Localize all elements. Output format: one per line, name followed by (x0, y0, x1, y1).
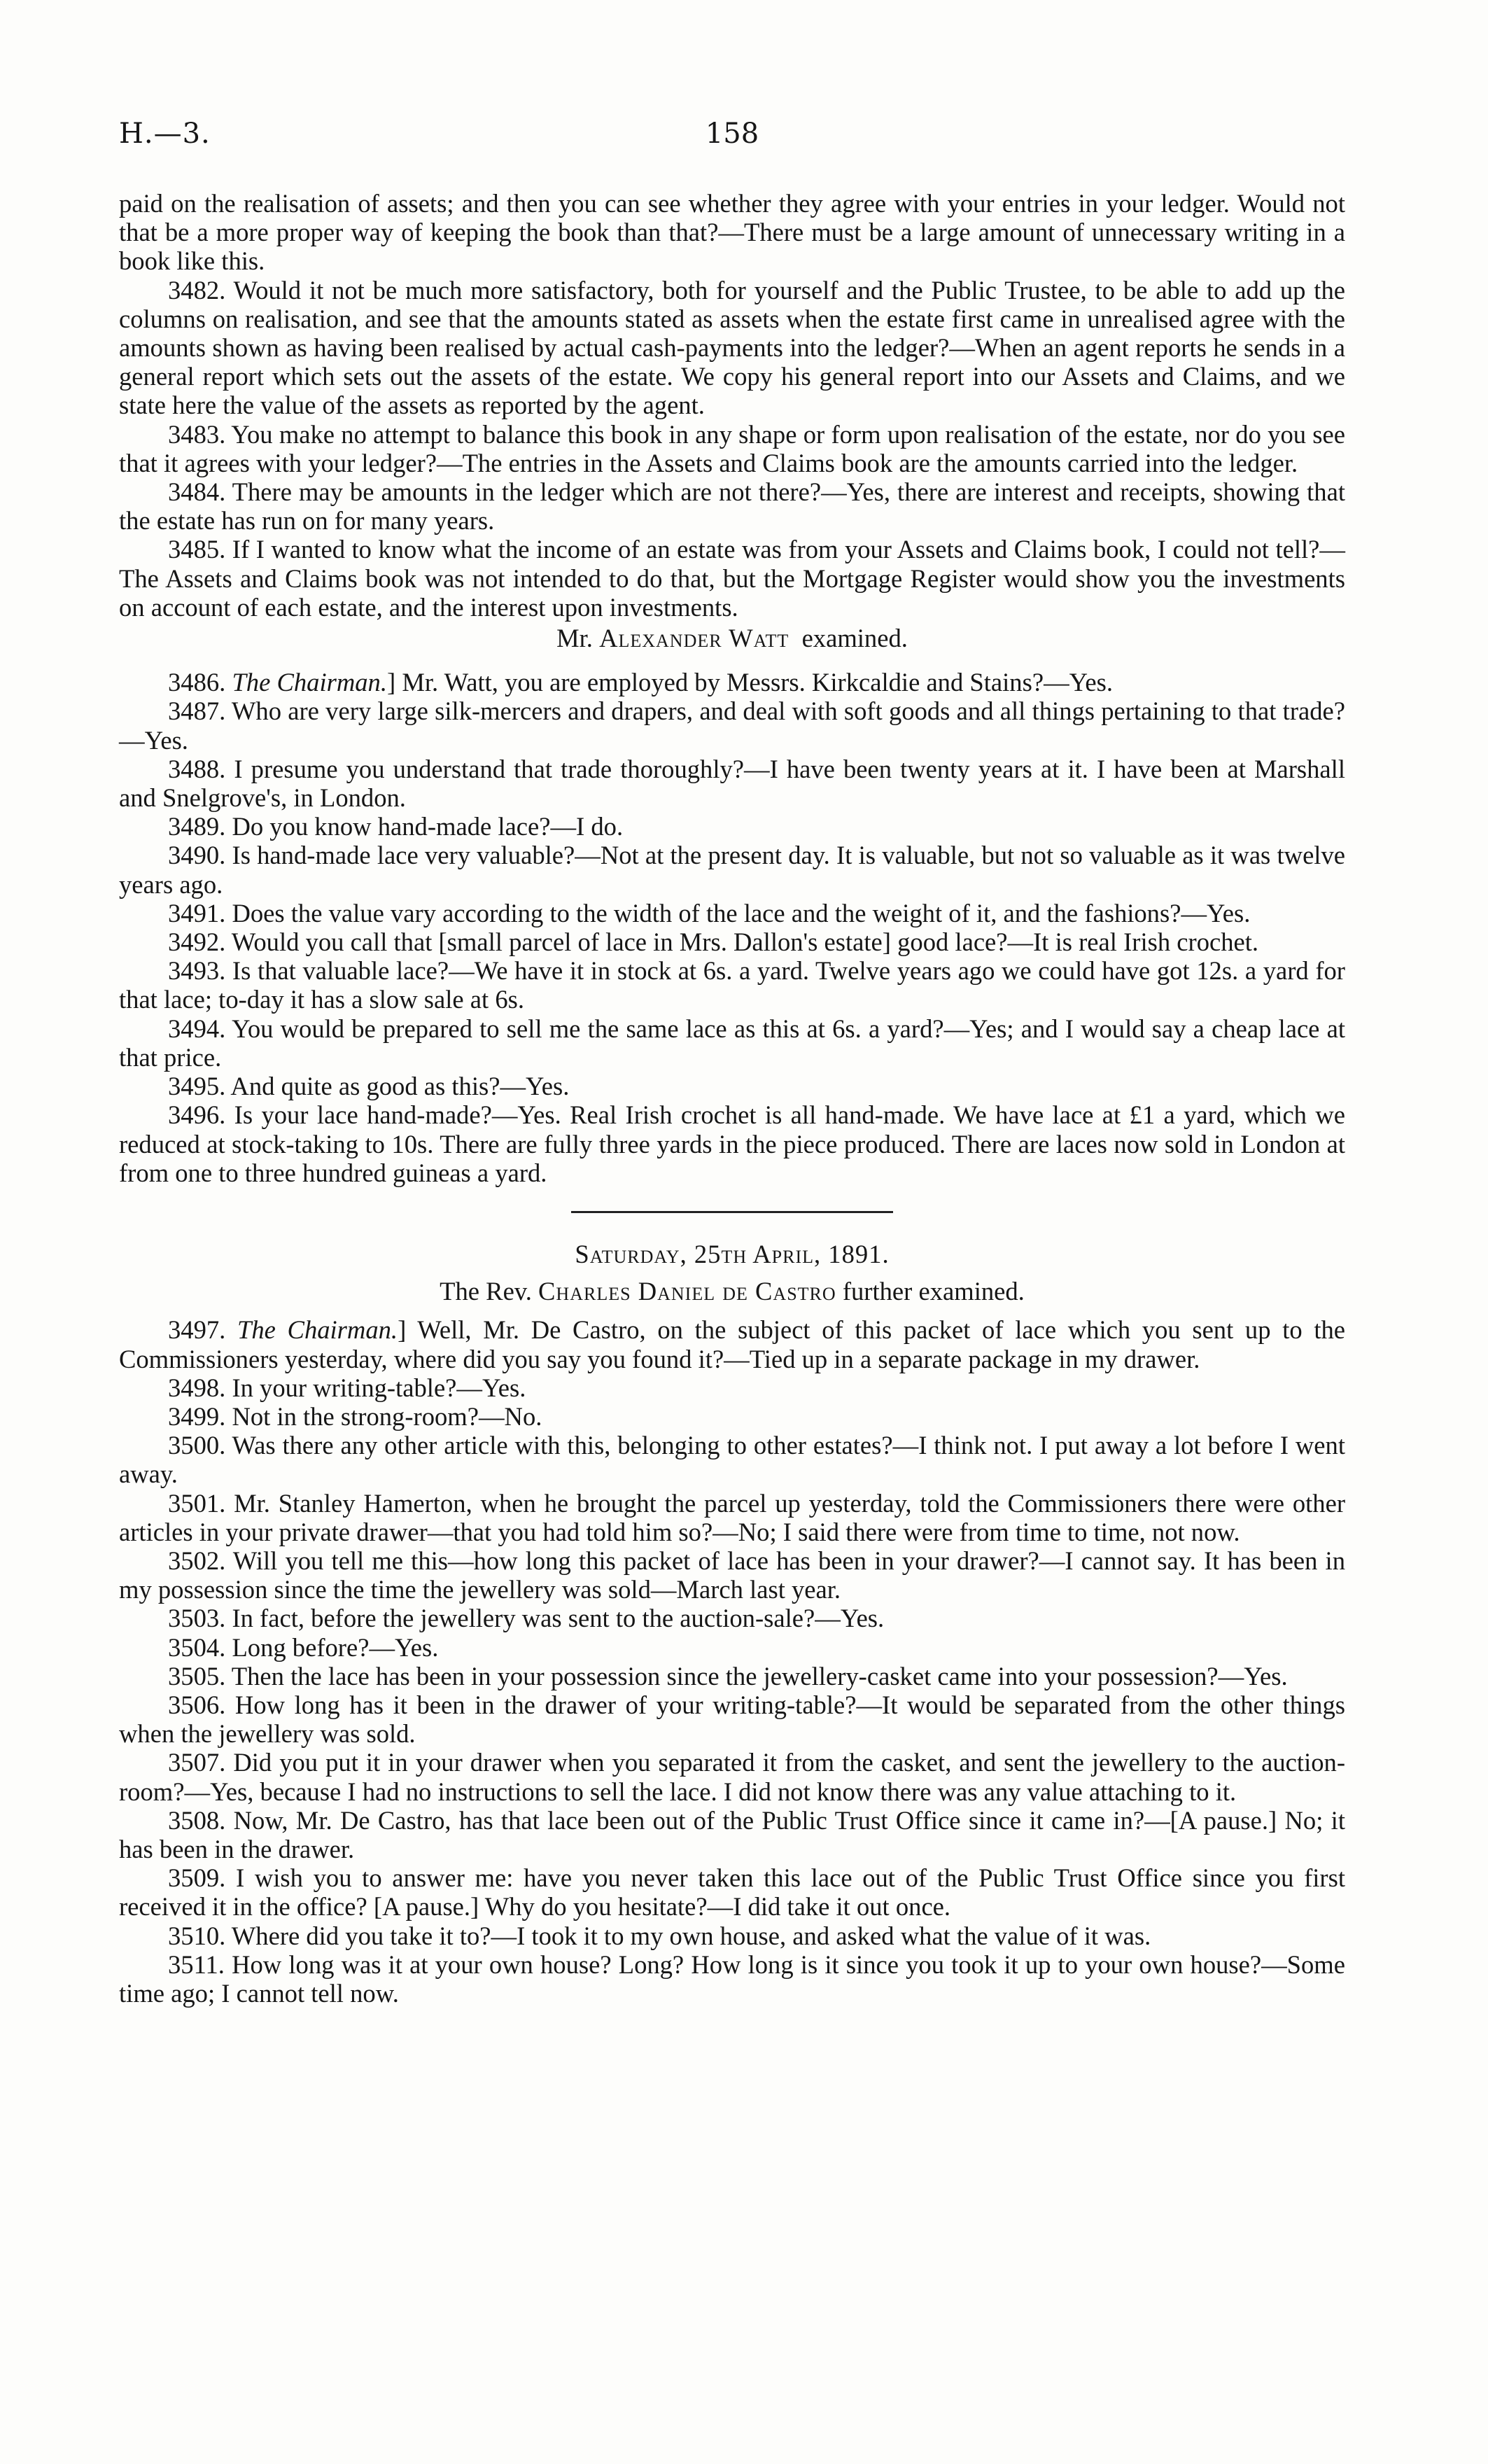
question-number: 3497. (168, 1315, 226, 1345)
speaker: The Chairman. (237, 1315, 398, 1345)
paragraph: 3505. Then the lace has been in your possession since the jewellery-casket came into your possession?—Yes. (168, 1661, 1288, 1690)
witness-status: examined. (801, 624, 908, 653)
paragraph: 3500. Was there any other article with this, belonging to other estates?—I think not. I put away a lot before I went away. (119, 1431, 1345, 1489)
paragraph: 3501. Mr. Stanley Hamerton, when he brought the parcel up yesterday, told the Commissioners there were other articles in your private drawer—that you had told him so?—No; I said there were from time to time, not now. (119, 1488, 1345, 1546)
paragraph: 3511. How long was it at your own house? Long? How long is it since you took it up to your own house?—Some time ago; I cannot tell now. (119, 1949, 1345, 2008)
paragraph: 3496. Is your lace hand-made?—Yes. Real Irish crochet is all hand-made. We have lace at £1 a yard, which we reduced at stock-taking to 10s. There are fully three yards in the piece produced. There are laces now sold in London at from one to three hundred guineas a yard. (119, 1100, 1345, 1187)
paragraph: 3492. Would you call that [small parcel of lace in Mrs. Dallon's estate] good lace?—It is real Irish crochet. (168, 927, 1259, 957)
witness-prefix: Mr. (556, 624, 593, 653)
paragraph: 3487. Who are very large silk-mercers and drapers, and deal with soft goods and all things pertaining to that trade?—Yes. (119, 696, 1345, 755)
question-paragraph (119, 1315, 1345, 1373)
paragraph: 3483. You make no attempt to balance this book in any shape or form upon realisation of the estate, nor do you see that it agrees with your ledger?—The entries in the Assets and Claims book are the amounts carried into the ledger. (119, 419, 1345, 477)
paragraph: 3495. And quite as good as this?—Yes. (168, 1072, 570, 1101)
witness-prefix: The Rev. (440, 1277, 532, 1306)
paragraph: 3504. Long before?—Yes. (168, 1632, 439, 1662)
paragraph: 3490. Is hand-made lace very valuable?—Not at the present day. It is valuable, but not so valuable as it was twelve years ago. (119, 841, 1345, 899)
paragraph: 3499. Not in the strong-room?—No. (168, 1401, 542, 1431)
paragraph: 3506. How long has it been in the drawer of your writing-table?—It would be separated from the other things when the jewellery was sold. (119, 1690, 1345, 1749)
paragraph: 3491. Does the value vary according to the width of the lace and the weight of it, and the fashions?—Yes. (168, 898, 1251, 927)
paragraph: 3489. Do you know hand-made lace?—I do. (168, 812, 624, 841)
witness-heading (119, 1277, 1345, 1306)
question-text: ] Mr. Watt, you are employed by Messrs. Kirkcaldie and Stains?—Yes. (387, 668, 1114, 697)
page-number: 158 (705, 118, 759, 150)
paragraph: 3493. Is that valuable lace?—We have it in stock at 6s. a yard. Twelve years ago we could have got 12s. a yard for that lace; to-day it has a slow sale at 6s. (119, 956, 1345, 1014)
session-date: Saturday, 25th April, 1891. (575, 1239, 890, 1268)
question-paragraph (119, 668, 1345, 696)
paragraph: 3509. I wish you to answer me: have you never taken this lace out of the Public Trust Office since you first received it in the office? [A pause.] Why do you hesitate?—I did take it out once. (119, 1863, 1345, 1921)
paragraph: 3510. Where did you take it to?—I took it to my own house, and asked what the value of it was. (168, 1921, 1151, 1950)
paragraph: 3508. Now, Mr. De Castro, has that lace been out of the Public Trust Office since it came in?—[A pause.] No; it has been in the drawer. (119, 1805, 1345, 1863)
question-text: ] Well, Mr. De Castro, on the subject of this packet of lace which you sent up to the Commissioners yesterday, where did you say you found it?—Tied up in a separate package in my drawer. (119, 1315, 1346, 1373)
paragraph: 3502. Will you tell me this—how long this packet of lace has been in your drawer?—I cannot say. It has been in my possession since the time the jewellery was sold—March last year. (119, 1546, 1345, 1604)
paragraph: 3485. If I wanted to know what the income of an estate was from your Assets and Claims book, I could not tell?—The Assets and Claims book was not intended to do that, but the Mortgage Register would show you the investments on account of each estate, and the interest upon investments. (119, 535, 1345, 622)
paragraph: 3494. You would be prepared to sell me the same lace as this at 6s. a yard?—Yes; and I would say a cheap lace at that price. (119, 1014, 1345, 1072)
page-header (119, 118, 1345, 160)
paragraph: 3484. There may be amounts in the ledger which are not there?—Yes, there are interest and receipts, showing that the estate has run on for many years. (119, 477, 1345, 536)
document-body (119, 189, 1345, 2008)
paragraph: paid on the realisation of assets; and then you can see whether they agree with your entries in your ledger. Would not that be a more proper way of keeping the book than that?—There must be a large amount of unnecessary writing in a book like this. (119, 189, 1345, 276)
question-number: 3486. (168, 668, 226, 697)
section-divider (571, 1211, 893, 1213)
paragraph: 3488. I presume you understand that trade thoroughly?—I have been twenty years at it. I have been at Marshall and Snelgrove's, in London. (119, 754, 1345, 813)
witness-heading (119, 624, 1345, 652)
witness-name: Alexander Watt (599, 624, 789, 653)
speaker: The Chairman. (232, 668, 387, 697)
paragraph: 3503. In fact, before the jewellery was sent to the auction-sale?—Yes. (168, 1604, 885, 1633)
witness-status: further examined. (842, 1277, 1025, 1306)
paragraph: 3482. Would it not be much more satisfactory, both for yourself and the Public Trustee, to be able to add up the columns on realisation, and see that the amounts stated as assets when the estate first came in unrealised agree with the amounts shown as having been realised by actual cash-payments into the ledger?—When an agent reports he sends in a general report which sets out the assets of the estate. We copy his general report into our Assets and Claims, and we state here the value of the assets as reported by the agent. (119, 275, 1345, 420)
witness-name: Charles Daniel de Castro (538, 1277, 836, 1306)
paragraph: 3507. Did you put it in your drawer when you separated it from the casket, and sent the jewellery to the auction-room?—Yes, because I had no instructions to sell the lace. I did not know there was any value attaching to it. (119, 1748, 1345, 1806)
paragraph: 3498. In your writing-table?—Yes. (168, 1373, 526, 1402)
series-reference: H.—3. (119, 118, 211, 150)
